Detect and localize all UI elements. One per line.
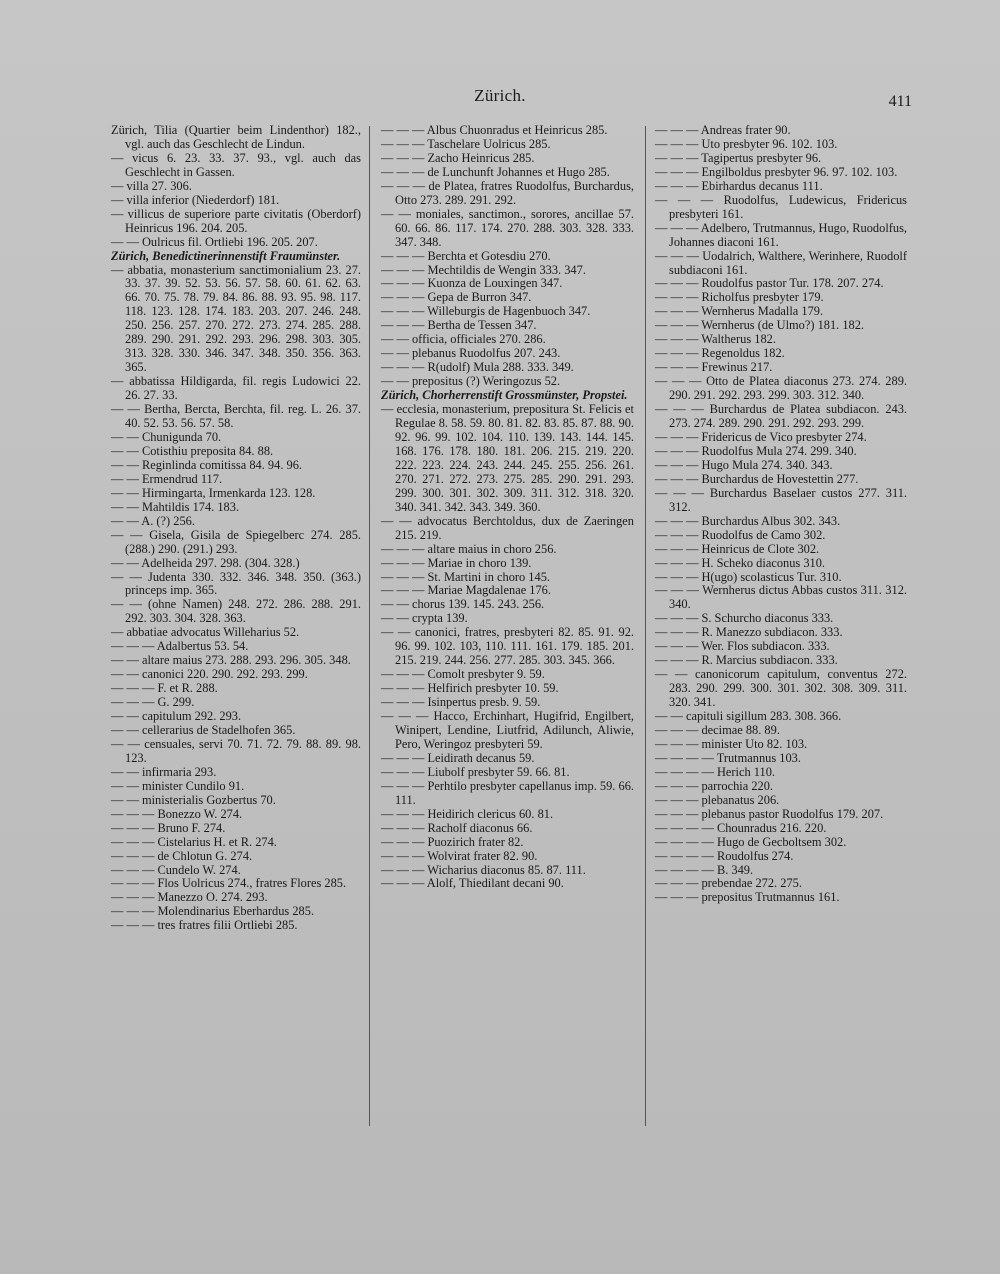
index-entry: — abbatiae advocatus Willeharius 52.: [111, 625, 300, 640]
index-entry: — — — R. Marcius subdiacon. 333.: [655, 653, 838, 668]
index-entry: — — — Uodalrich, Walthere, Werinhere, Ruodolf subdiaconi 161.: [655, 248, 907, 277]
index-entry: — — — prepositus Trutmannus 161.: [655, 890, 840, 905]
index-entry: — — — Wernherus (de Ulmo?) 181. 182.: [655, 318, 865, 333]
index-entry: — — — Wernherus Madalla 179.: [655, 304, 824, 319]
index-column-1: [111, 124, 361, 933]
index-entry: — — — Berchta et Gotesdiu 270.: [381, 248, 551, 263]
index-entry: — — — Adalbertus 53. 54.: [111, 639, 249, 654]
index-entry: — — — Perhtilo presbyter capellanus imp. 59. 66. 111.: [381, 778, 634, 807]
index-entry: — — — Waltherus 182.: [655, 332, 776, 347]
index-entry: — — — Cistelarius H. et R. 274.: [111, 834, 277, 849]
index-entry: — — — Ruodolfus Mula 274. 299. 340.: [655, 443, 857, 458]
index-entry: — — — H(ugo) scolasticus Tur. 310.: [655, 569, 842, 584]
index-entry: — — — Andreas frater 90.: [655, 123, 791, 137]
index-entry: — villa inferior (Niederdorf) 181.: [111, 192, 280, 207]
index-entry: — — — Manezzo O. 274. 293.: [111, 890, 268, 905]
index-entry: — vicus 6. 23. 33. 37. 93., vgl. auch das Geschlecht in Gassen.: [111, 150, 361, 179]
index-entry: — — — Tagipertus presbyter 96.: [655, 150, 822, 165]
index-entry: Zürich, Tilia (Quartier beim Lindenthor) 182., vgl. auch das Geschlecht de Lindun.: [111, 123, 361, 151]
index-entry: — — — Bruno F. 274.: [111, 820, 226, 835]
index-entry: — — — F. et R. 288.: [111, 681, 218, 696]
index-entry: — — — Wer. Flos subdiacon. 333.: [655, 639, 830, 654]
index-entry: — — infirmaria 293.: [111, 764, 217, 779]
index-entry: — — — H. Scheko diaconus 310.: [655, 555, 826, 570]
index-entry: — — — Burchardus de Platea subdiacon. 243. 273. 274. 289. 290. 291. 292. 293. 299.: [655, 402, 907, 431]
index-entry: — — — Regenoldus 182.: [655, 346, 785, 361]
index-entry: — — canonicorum capitulum, conventus 272. 283. 290. 299. 300. 301. 302. 308. 309. 311. 320. 341.: [655, 667, 907, 710]
index-entry: — — moniales, sanctimon., sorores, ancillae 57. 60. 66. 86. 117. 174. 270. 288. 303. 328. 333. 347. 348.: [381, 206, 634, 249]
index-entry: — — — Cundelo W. 274.: [111, 862, 241, 877]
index-entry: — — — tres fratres filii Ortliebi 285.: [111, 918, 298, 933]
index-entry: — — — — Herich 110.: [655, 764, 775, 779]
index-entry: — — — Adelbero, Trutmannus, Hugo, Ruodolfus, Johannes diaconi 161.: [655, 220, 907, 249]
index-entry: — — — Molendinarius Eberhardus 285.: [111, 904, 315, 919]
index-entry: — — — Heinricus de Clote 302.: [655, 541, 820, 556]
index-entry: — — — plebanatus 206.: [655, 792, 780, 807]
index-entry: — — altare maius 273. 288. 293. 296. 305. 348.: [111, 653, 351, 668]
index-entry: — — — Burchardus Albus 302. 343.: [655, 513, 841, 528]
index-column-3: [655, 124, 907, 905]
index-entry: — — officia, officiales 270. 286.: [381, 332, 546, 347]
index-entry: — — Ermendrud 117.: [111, 471, 223, 486]
index-entry: Zürich, Chorherrenstift Grossmünster, Propstei.: [381, 388, 628, 403]
index-entry: — — — Uto presbyter 96. 102. 103.: [655, 136, 838, 151]
index-entry: — — — Mariae in choro 139.: [381, 555, 532, 570]
index-entry: — — — Kuonza de Louxingen 347.: [381, 276, 563, 291]
index-entry: — — — Puozirich frater 82.: [381, 834, 524, 849]
index-entry: — — — Roudolfus pastor Tur. 178. 207. 274.: [655, 276, 884, 291]
index-entry: — villicus de superiore parte civitatis (Oberdorf) Heinricus 196. 204. 205.: [111, 206, 361, 235]
index-entry: — — — Bertha de Tessen 347.: [381, 318, 537, 333]
index-entry: — — Oulricus fil. Ortliebi 196. 205. 207.: [111, 234, 318, 249]
index-entry: — — Gisela, Gisila de Spiegelberc 274. 285. (288.) 290. (291.) 293.: [111, 527, 361, 556]
index-entry: — — Reginlinda comitissa 84. 94. 96.: [111, 457, 303, 472]
index-entry: — — — R. Manezzo subdiacon. 333.: [655, 625, 843, 640]
index-entry: — — — Mariae Magdalenae 176.: [381, 583, 551, 598]
index-entry: — — — Isinpertus presb. 9. 59.: [381, 695, 541, 710]
index-entry: — abbatia, monasterium sanctimonialium 23. 27. 33. 37. 39. 52. 53. 56. 57. 58. 60. 61. 62. 63. 66. 70. 75. 78. 79. 84. 86. 88. 93. 95. 98. 117. 118. 123. 128. 174. 183. 203. 207. 246. 248. 250. 256. 257. 270. 272. 273. 274. 285. 288. 289. 290. 291. 292. 293. 296. 298. 303. 305. 313. 328. 330. 346. 347. 348. 350. 356. 363. 365.: [111, 262, 361, 375]
index-entry: — — — Richolfus presbyter 179.: [655, 290, 824, 305]
index-entry: — — — G. 299.: [111, 695, 195, 710]
index-entry: — — plebanus Ruodolfus 207. 243.: [381, 346, 561, 361]
index-entry: — — — Helfirich presbyter 10. 59.: [381, 681, 559, 696]
index-entry: — — — — B. 349.: [655, 862, 754, 877]
index-entry: — — — Leidirath decanus 59.: [381, 750, 535, 765]
index-entry: — — prepositus (?) Weringozus 52.: [381, 374, 561, 389]
index-entry: — — — Wernherus dictus Abbas custos 311. 312. 340.: [655, 583, 907, 612]
index-entry: — — canonici 220. 290. 292. 293. 299.: [111, 667, 308, 682]
index-entry: — — — R(udolf) Mula 288. 333. 349.: [381, 360, 574, 375]
index-entry: — — — de Lunchunft Johannes et Hugo 285.: [381, 164, 610, 179]
index-entry: — — — Comolt presbyter 9. 59.: [381, 667, 545, 682]
index-entry: — — Adelheida 297. 298. (304. 328.): [111, 555, 300, 570]
index-entry: — — — Mechtildis de Wengin 333. 347.: [381, 262, 586, 277]
index-entry: — — — — Chounradus 216. 220.: [655, 820, 827, 835]
index-entry: Zürich, Benedictinerinnenstift Fraumünster.: [111, 248, 341, 263]
index-entry: — — — Ruodolfus de Camo 302.: [655, 527, 826, 542]
index-entry: — villa 27. 306.: [111, 178, 192, 193]
index-entry: — — advocatus Berchtoldus, dux de Zaeringen 215. 219.: [381, 513, 634, 542]
page-number: 411: [888, 93, 912, 110]
index-entry: — — — Zacho Heinricus 285.: [381, 150, 535, 165]
index-entry: — — — — Trutmannus 103.: [655, 750, 801, 765]
index-entry: — — — Engilboldus presbyter 96. 97. 102. 103.: [655, 164, 898, 179]
index-entry: — — ministerialis Gozbertus 70.: [111, 792, 276, 807]
index-entry: — — — Fridericus de Vico presbyter 274.: [655, 429, 867, 444]
index-entry: — — minister Cundilo 91.: [111, 778, 245, 793]
index-entry: — — Bertha, Bercta, Berchta, fil. reg. L. 26. 37. 40. 52. 53. 56. 57. 58.: [111, 402, 361, 431]
index-entry: — — — Otto de Platea diaconus 273. 274. 289. 290. 291. 292. 293. 299. 303. 312. 340.: [655, 374, 907, 403]
index-entry: — — — parrochia 220.: [655, 778, 774, 793]
index-column-2: [381, 124, 634, 891]
index-entry: — — A. (?) 256.: [111, 513, 195, 528]
index-entry: — — — altare maius in choro 256.: [381, 541, 557, 556]
column-divider: [369, 126, 370, 1126]
index-entry: — — (ohne Namen) 248. 272. 286. 288. 291. 292. 303. 304. 328. 363.: [111, 597, 361, 626]
index-entry: — — — Willeburgis de Hagenbuoch 347.: [381, 304, 591, 319]
index-entry: — — — Racholf diaconus 66.: [381, 820, 533, 835]
index-entry: — — Chunigunda 70.: [111, 429, 222, 444]
index-entry: — — canonici, fratres, presbyteri 82. 85. 91. 92. 96. 99. 102. 103, 110. 111. 161. 179. 185. 201. 215. 219. 244. 256. 277. 285. 303. 345. 366.: [381, 625, 634, 668]
index-entry: — — crypta 139.: [381, 611, 468, 626]
index-entry: — — — decimae 88. 89.: [655, 722, 780, 737]
index-entry: — — — Burchardus Baselaer custos 277. 311. 312.: [655, 485, 907, 514]
index-entry: — — — Albus Chuonradus et Heinricus 285.: [381, 123, 608, 137]
index-entry: — — — prebendae 272. 275.: [655, 876, 802, 891]
index-entry: — — — de Chlotun G. 274.: [111, 848, 253, 863]
index-entry: — — capituli sigillum 283. 308. 366.: [655, 709, 842, 724]
index-entry: — — — de Platea, fratres Ruodolfus, Burchardus, Otto 273. 289. 291. 292.: [381, 178, 634, 207]
index-entry: — — — Heidirich clericus 60. 81.: [381, 806, 554, 821]
index-entry: — — — Liubolf presbyter 59. 66. 81.: [381, 764, 570, 779]
index-entry: — — — — Roudolfus 274.: [655, 848, 794, 863]
index-entry: — — — Gepa de Burron 347.: [381, 290, 532, 305]
index-entry: — — — Hugo Mula 274. 340. 343.: [655, 457, 833, 472]
index-entry: — — — minister Uto 82. 103.: [655, 736, 808, 751]
index-entry: — — — Taschelare Uolricus 285.: [381, 136, 551, 151]
index-entry: — — Hirmingarta, Irmenkarda 123. 128.: [111, 485, 316, 500]
running-title: Zürich.: [474, 86, 526, 105]
index-entry: — — — Frewinus 217.: [655, 360, 773, 375]
index-entry: — — capitulum 292. 293.: [111, 709, 242, 724]
index-entry: — — — plebanus pastor Ruodolfus 179. 207.: [655, 806, 884, 821]
index-entry: — abbatissa Hildigarda, fil. regis Ludowici 22. 26. 27. 33.: [111, 374, 361, 403]
index-entry: — — — Bonezzo W. 274.: [111, 806, 243, 821]
index-entry: — — — St. Martini in choro 145.: [381, 569, 550, 584]
index-entry: — — — Burchardus de Hovestettin 277.: [655, 471, 859, 486]
column-divider: [645, 126, 646, 1126]
index-entry: — ecclesia, monasterium, prepositura St. Felicis et Regulae 8. 58. 59. 80. 81. 82. 83. 85. 87. 88. 90. 92. 96. 99. 102. 104. 110. 139. 143. 144. 145. 168. 176. 178. 180. 181. 206. 215. 219. 220. 222. 223. 224. 243. 244. 245. 255. 256. 261. 270. 271. 272. 273. 275. 285. 290. 291. 293. 299. 300. 301. 302. 309. 311. 312. 318. 320. 340. 341. 342. 343. 349. 360.: [381, 402, 634, 514]
index-entry: — — — Hacco, Erchinhart, Hugifrid, Engilbert, Winipert, Lendine, Liutfrid, Adilunch, Aliwie, Pero, Weringoz presbyteri 59.: [381, 709, 634, 751]
index-entry: — — Judenta 330. 332. 346. 348. 350. (363.) princeps imp. 365.: [111, 569, 361, 598]
index-entry: — — chorus 139. 145. 243. 256.: [381, 597, 545, 612]
index-entry: — — censuales, servi 70. 71. 72. 79. 88. 89. 98. 123.: [111, 736, 361, 765]
index-entry: — — — Flos Uolricus 274., fratres Flores 285.: [111, 876, 347, 891]
index-entry: — — — Ruodolfus, Ludewicus, Fridericus presbyteri 161.: [655, 192, 907, 221]
index-entry: — — Cotisthiu preposita 84. 88.: [111, 443, 274, 458]
index-entry: — — Mahtildis 174. 183.: [111, 499, 240, 514]
index-entry: — — — Wicharius diaconus 85. 87. 111.: [381, 862, 586, 877]
index-entry: — — — — Hugo de Gecboltsem 302.: [655, 834, 847, 849]
index-entry: — — — Wolvirat frater 82. 90.: [381, 848, 538, 863]
index-entry: — — cellerarius de Stadelhofen 365.: [111, 722, 296, 737]
index-entry: — — — S. Schurcho diaconus 333.: [655, 611, 834, 626]
index-entry: — — — Ebirhardus decanus 111.: [655, 178, 823, 193]
index-entry: — — — Alolf, Thiedilant decani 90.: [381, 876, 564, 891]
